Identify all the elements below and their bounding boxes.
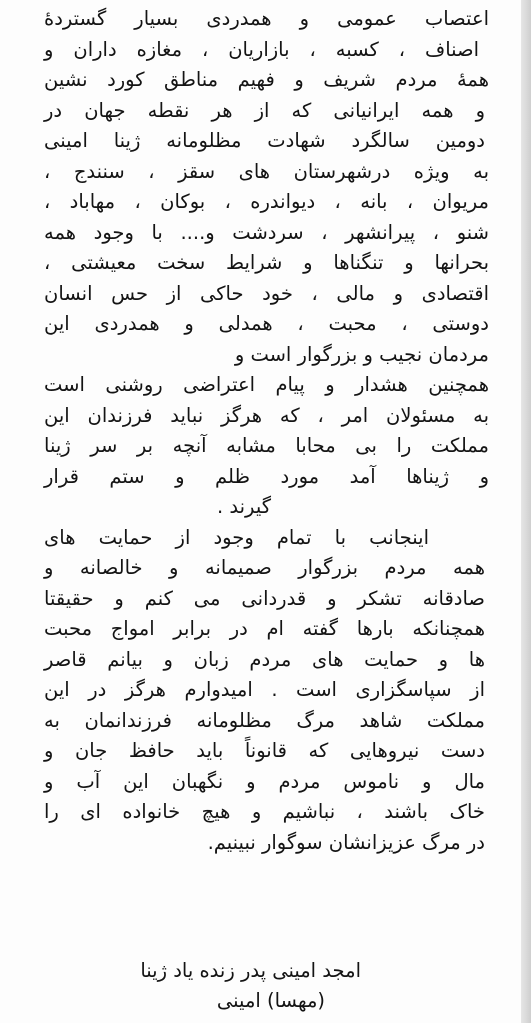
text-line: ها و حمایت های مردم زبان و بیانم قاصر xyxy=(44,647,485,671)
text-line: اصناف ، کسبه ، بازاریان ، مغازه داران و xyxy=(44,37,479,61)
text-line: و همه ایرانیانی که از هر نقطه جهان در xyxy=(44,98,485,122)
text-line: اینجانب با تمام وجود از حمایت های xyxy=(44,525,429,549)
text-line: شنو ، پیرانشهر ، سردشت و.... با وجود همه xyxy=(44,220,489,244)
text-line: اقتصادی و مالی ، خود حاکی از حس انسان xyxy=(44,281,489,305)
signature-line: امجد امینی پدر زنده یاد ژینا xyxy=(140,959,361,982)
text-line: مملکت را بی محابا مشابه آنچه بر سر ژینا xyxy=(44,434,489,457)
text-line: گیرند . xyxy=(217,495,271,518)
text-line: دوستی ، محبت ، همدلی و همدردی این xyxy=(44,312,489,335)
text-line: و ژیناها آمد مورد ظلم و ستم قرار xyxy=(44,464,489,488)
text-line: از سپاسگزاری است . امیدوارم هرگز در این xyxy=(44,678,485,701)
text-line: دست نیروهایی که قانوناً باید حافظ جان و xyxy=(44,739,485,762)
text-line: دومین سالگرد شهادت مظلومانه ژینا امینی xyxy=(44,129,485,152)
text-line: بحرانها و تنگناها و شرایط سخت معیشتی ، xyxy=(44,251,489,274)
text-line: همه مردم بزرگوار صمیمانه و خالصانه و xyxy=(44,556,485,579)
text-line: اعتصاب عمومی و همدردی بسیار گستردهٔ xyxy=(44,7,489,30)
text-line: در مرگ عزیزانشان سوگوار نبینیم. xyxy=(207,830,485,854)
paragraph-1 xyxy=(0,4,521,523)
signature-block xyxy=(140,956,361,1016)
text-line: صادقانه تشکر و قدردانی می کنم و حقیقتا xyxy=(44,586,485,610)
text-line: مریوان ، بانه ، دیواندره ، بوکان ، مهاباد ، xyxy=(44,190,489,213)
text-line: همهٔ مردم شریف و فهیم مناطق کورد نشین xyxy=(44,68,489,91)
letter-body xyxy=(0,4,521,858)
text-line: مردمان نجیب و بزرگوار است و xyxy=(234,342,489,366)
text-line: خاک باشند ، نباشیم و هیچ خانواده ای را xyxy=(44,800,485,823)
text-line: به ویژه درشهرستان های سقز ، سنندج ، xyxy=(44,159,489,183)
text-line: همچنین هشدار و پیام اعتراضی روشنی است xyxy=(44,373,489,396)
text-line: همچنانکه بارها گفته ام در برابر امواج محبت xyxy=(44,617,485,640)
text-line: به مسئولان امر ، که هرگز نباید فرزندان این xyxy=(44,403,489,427)
paragraph-2 xyxy=(0,523,521,859)
text-line: مملکت شاهد مرگ مظلومانه فرزندانمان به xyxy=(44,708,485,732)
signature-line: (مهسا) امینی xyxy=(216,989,325,1012)
page-edge xyxy=(521,0,531,1023)
text-line: مال و ناموس مردم و نگهبان این آب و xyxy=(44,769,485,793)
